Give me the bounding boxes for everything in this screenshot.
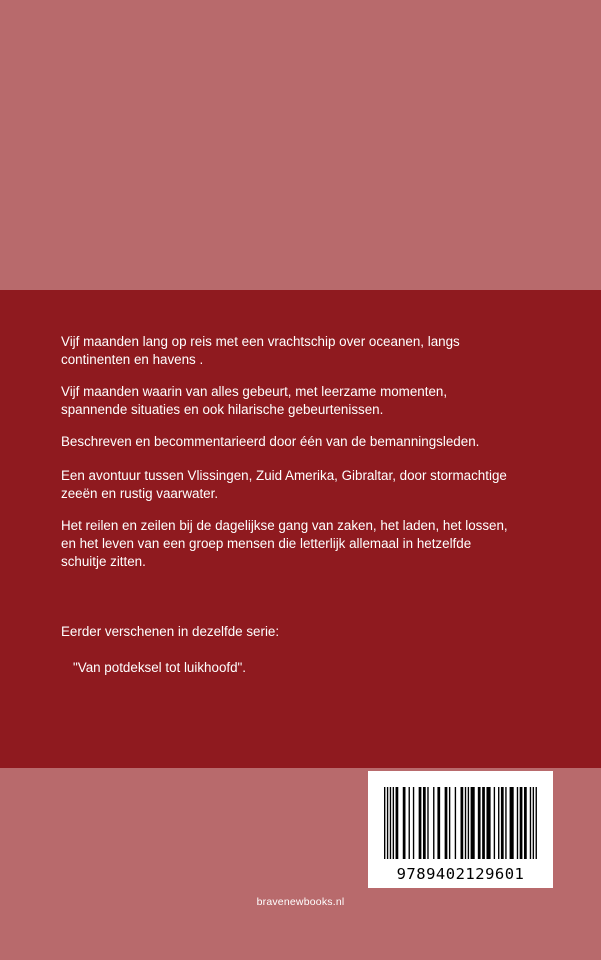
barcode-bar (517, 787, 518, 859)
barcode-bar (510, 787, 514, 859)
barcode-bar (419, 787, 422, 859)
barcode-bar (403, 787, 406, 859)
barcode-bar (461, 787, 464, 859)
barcode-bar (471, 787, 475, 859)
blurb-paragraph: Een avontuur tussen Vlissingen, Zuid Amerika, Gibraltar, door stormachtige zeeën en rustig vaarwater. (61, 468, 507, 501)
barcode-bar (465, 787, 466, 859)
barcode-bar (390, 787, 391, 859)
barcode-bar (494, 787, 495, 859)
barcode-bar (433, 787, 434, 859)
barcode-bar (387, 787, 388, 859)
barcode-bar (533, 787, 534, 859)
earlier-series-title: "Van potdeksel tot luikhoofd". (73, 660, 247, 675)
publisher-url: bravenewbooks.nl (256, 896, 345, 908)
barcode-bars (384, 787, 537, 859)
barcode-bar (482, 787, 485, 859)
barcode-bar (505, 787, 506, 859)
barcode-bar (384, 787, 385, 859)
isbn-barcode (368, 771, 553, 888)
barcode-bar (530, 787, 531, 859)
barcode-bar (501, 787, 504, 859)
barcode-bar (486, 787, 490, 859)
barcode-bar (468, 787, 469, 859)
barcode-bar (455, 787, 456, 859)
barcode-bar (437, 787, 440, 859)
cover-top-band (0, 0, 601, 290)
barcode-bar (536, 787, 537, 859)
blurb-paragraph: Het reilen en zeilen bij de dagelijkse gang van zaken, het laden, het lossen, en het leven van een groep mensen die letterlijk allemaal in hetzelfde schuitje zitten. (61, 518, 508, 569)
barcode-bar (478, 787, 481, 859)
isbn-number: 9789402129601 (396, 865, 525, 883)
barcode-bar (520, 787, 523, 859)
earlier-series-heading: Eerder verschenen in dezelfde serie: (61, 624, 280, 639)
barcode-bar (498, 787, 499, 859)
barcode-bar (413, 787, 414, 859)
barcode-bar (393, 787, 394, 859)
barcode-bar (423, 787, 426, 859)
barcode-bar (396, 787, 399, 859)
barcode-bar (449, 787, 450, 859)
barcode-bar (445, 787, 448, 859)
barcode-bar (409, 787, 410, 859)
barcode-bar (427, 787, 428, 859)
blurb-paragraph: Vijf maanden waarin van alles gebeurt, met leerzame momenten, spannende situaties en ook hilarische gebeurtenissen. (61, 384, 448, 417)
blurb-paragraph: Beschreven en becommentarieerd door één van de bemanningsleden. (61, 434, 480, 449)
blurb-paragraph: Vijf maanden lang op reis met een vrachtschip over oceanen, langs continenten en havens . (61, 334, 460, 367)
barcode-bar (524, 787, 527, 859)
